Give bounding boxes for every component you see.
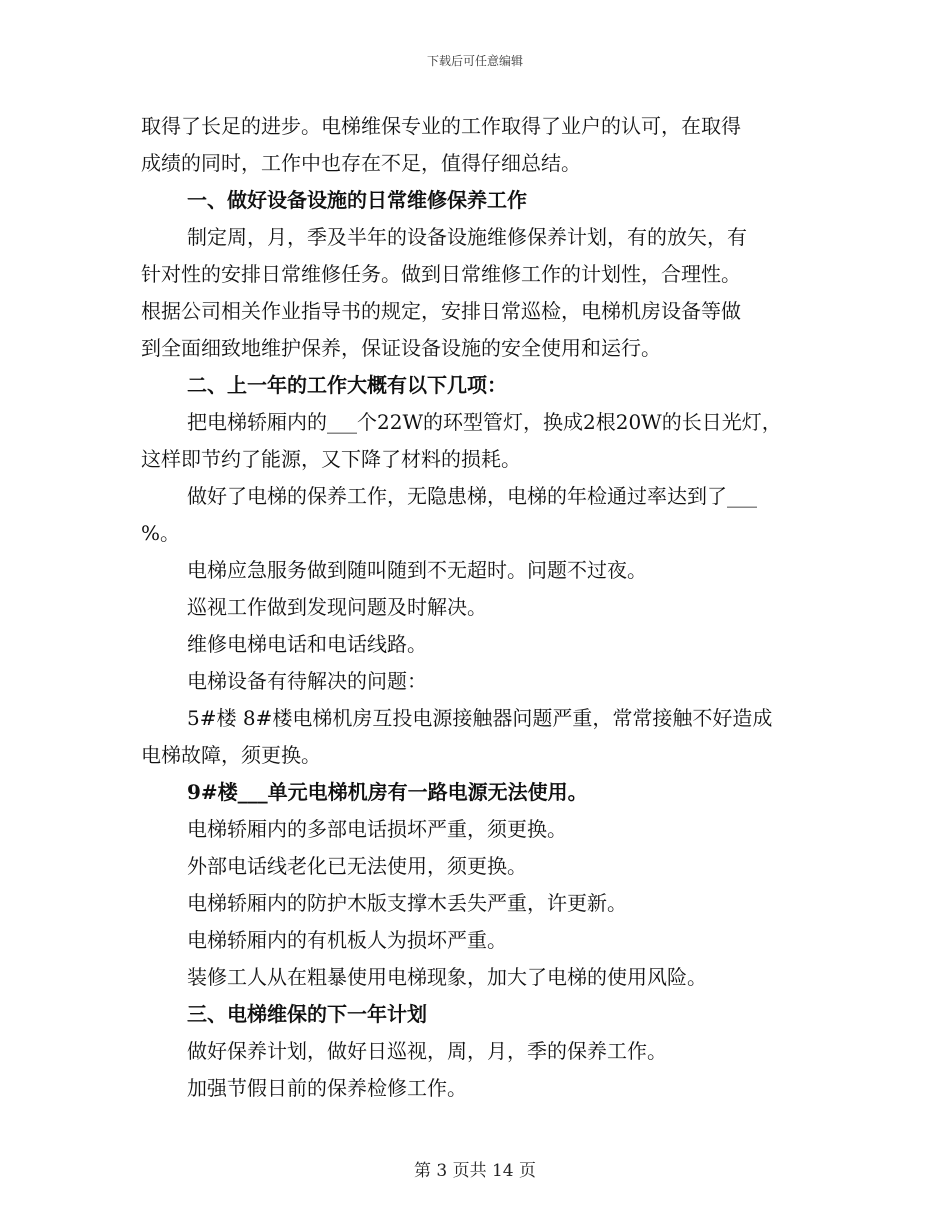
paragraph-line: 电梯故障，须更换。 (141, 743, 321, 767)
paragraph-line: 到全面细致地维护保养，保证设备设施的安全使用和运行。 (141, 336, 661, 360)
list-item: 电梯设备有待解决的问题： (187, 669, 427, 693)
section-heading-2: 二、上一年的工作大概有以下几项： (187, 373, 507, 397)
list-item: 电梯应急服务做到随叫随到不无超时。问题不过夜。 (187, 558, 647, 582)
list-item: 做好保养计划，做好日巡视，周，月，季的保养工作。 (187, 1039, 667, 1063)
page-footer: 第 3 页共 14 页 (413, 1161, 537, 1181)
list-item: 装修工人从在粗暴使用电梯现象，加大了电梯的使用风险。 (187, 965, 707, 989)
list-item: 5#楼 8#楼电梯机房互投电源接触器问题严重，常常接触不好造成 (187, 706, 773, 730)
paragraph-line: 成绩的同时，工作中也存在不足，值得仔细总结。 (141, 151, 581, 175)
list-item: 电梯轿厢内的防护木版支撑木丢失严重，许更新。 (187, 891, 627, 915)
list-item-bold: 9#楼___单元电梯机房有一路电源无法使用。 (187, 780, 588, 804)
list-item: 电梯轿厢内的有机板人为损坏严重。 (187, 928, 507, 952)
section-heading-1: 一、做好设备设施的日常维修保养工作 (187, 188, 527, 212)
list-item: 电梯轿厢内的多部电话损坏严重，须更换。 (187, 817, 567, 841)
paragraph-line: 针对性的安排日常维修任务。做到日常维修工作的计划性，合理性。 (141, 262, 741, 286)
paragraph-line: %。 (141, 521, 181, 545)
paragraph-line: 根据公司相关作业指导书的规定，安排日常巡检，电梯机房设备等做 (141, 299, 741, 323)
list-item: 巡视工作做到发现问题及时解决。 (187, 595, 487, 619)
paragraph-line: 制定周，月，季及半年的设备设施维修保养计划，有的放矢，有 (187, 225, 747, 249)
list-item: 加强节假日前的保养检修工作。 (187, 1076, 467, 1100)
paragraph-line: 这样即节约了能源，又下降了材料的损耗。 (141, 447, 521, 471)
section-heading-3: 三、电梯维保的下一年计划 (187, 1002, 427, 1026)
document-body (141, 108, 811, 1107)
paragraph-line: 取得了长足的进步。电梯维保专业的工作取得了业户的认可，在取得 (141, 114, 741, 138)
paragraph-line: 做好了电梯的保养工作，无隐患梯，电梯的年检通过率达到了___ (187, 484, 757, 508)
list-item: 外部电话线老化已无法使用，须更换。 (187, 854, 527, 878)
page-header: 下载后可任意编辑 (426, 54, 523, 68)
paragraph-line: 把电梯轿厢内的___个22W的环型管灯，换成2根20W的长日光灯， (187, 410, 782, 434)
list-item: 维修电梯电话和电话线路。 (187, 632, 427, 656)
